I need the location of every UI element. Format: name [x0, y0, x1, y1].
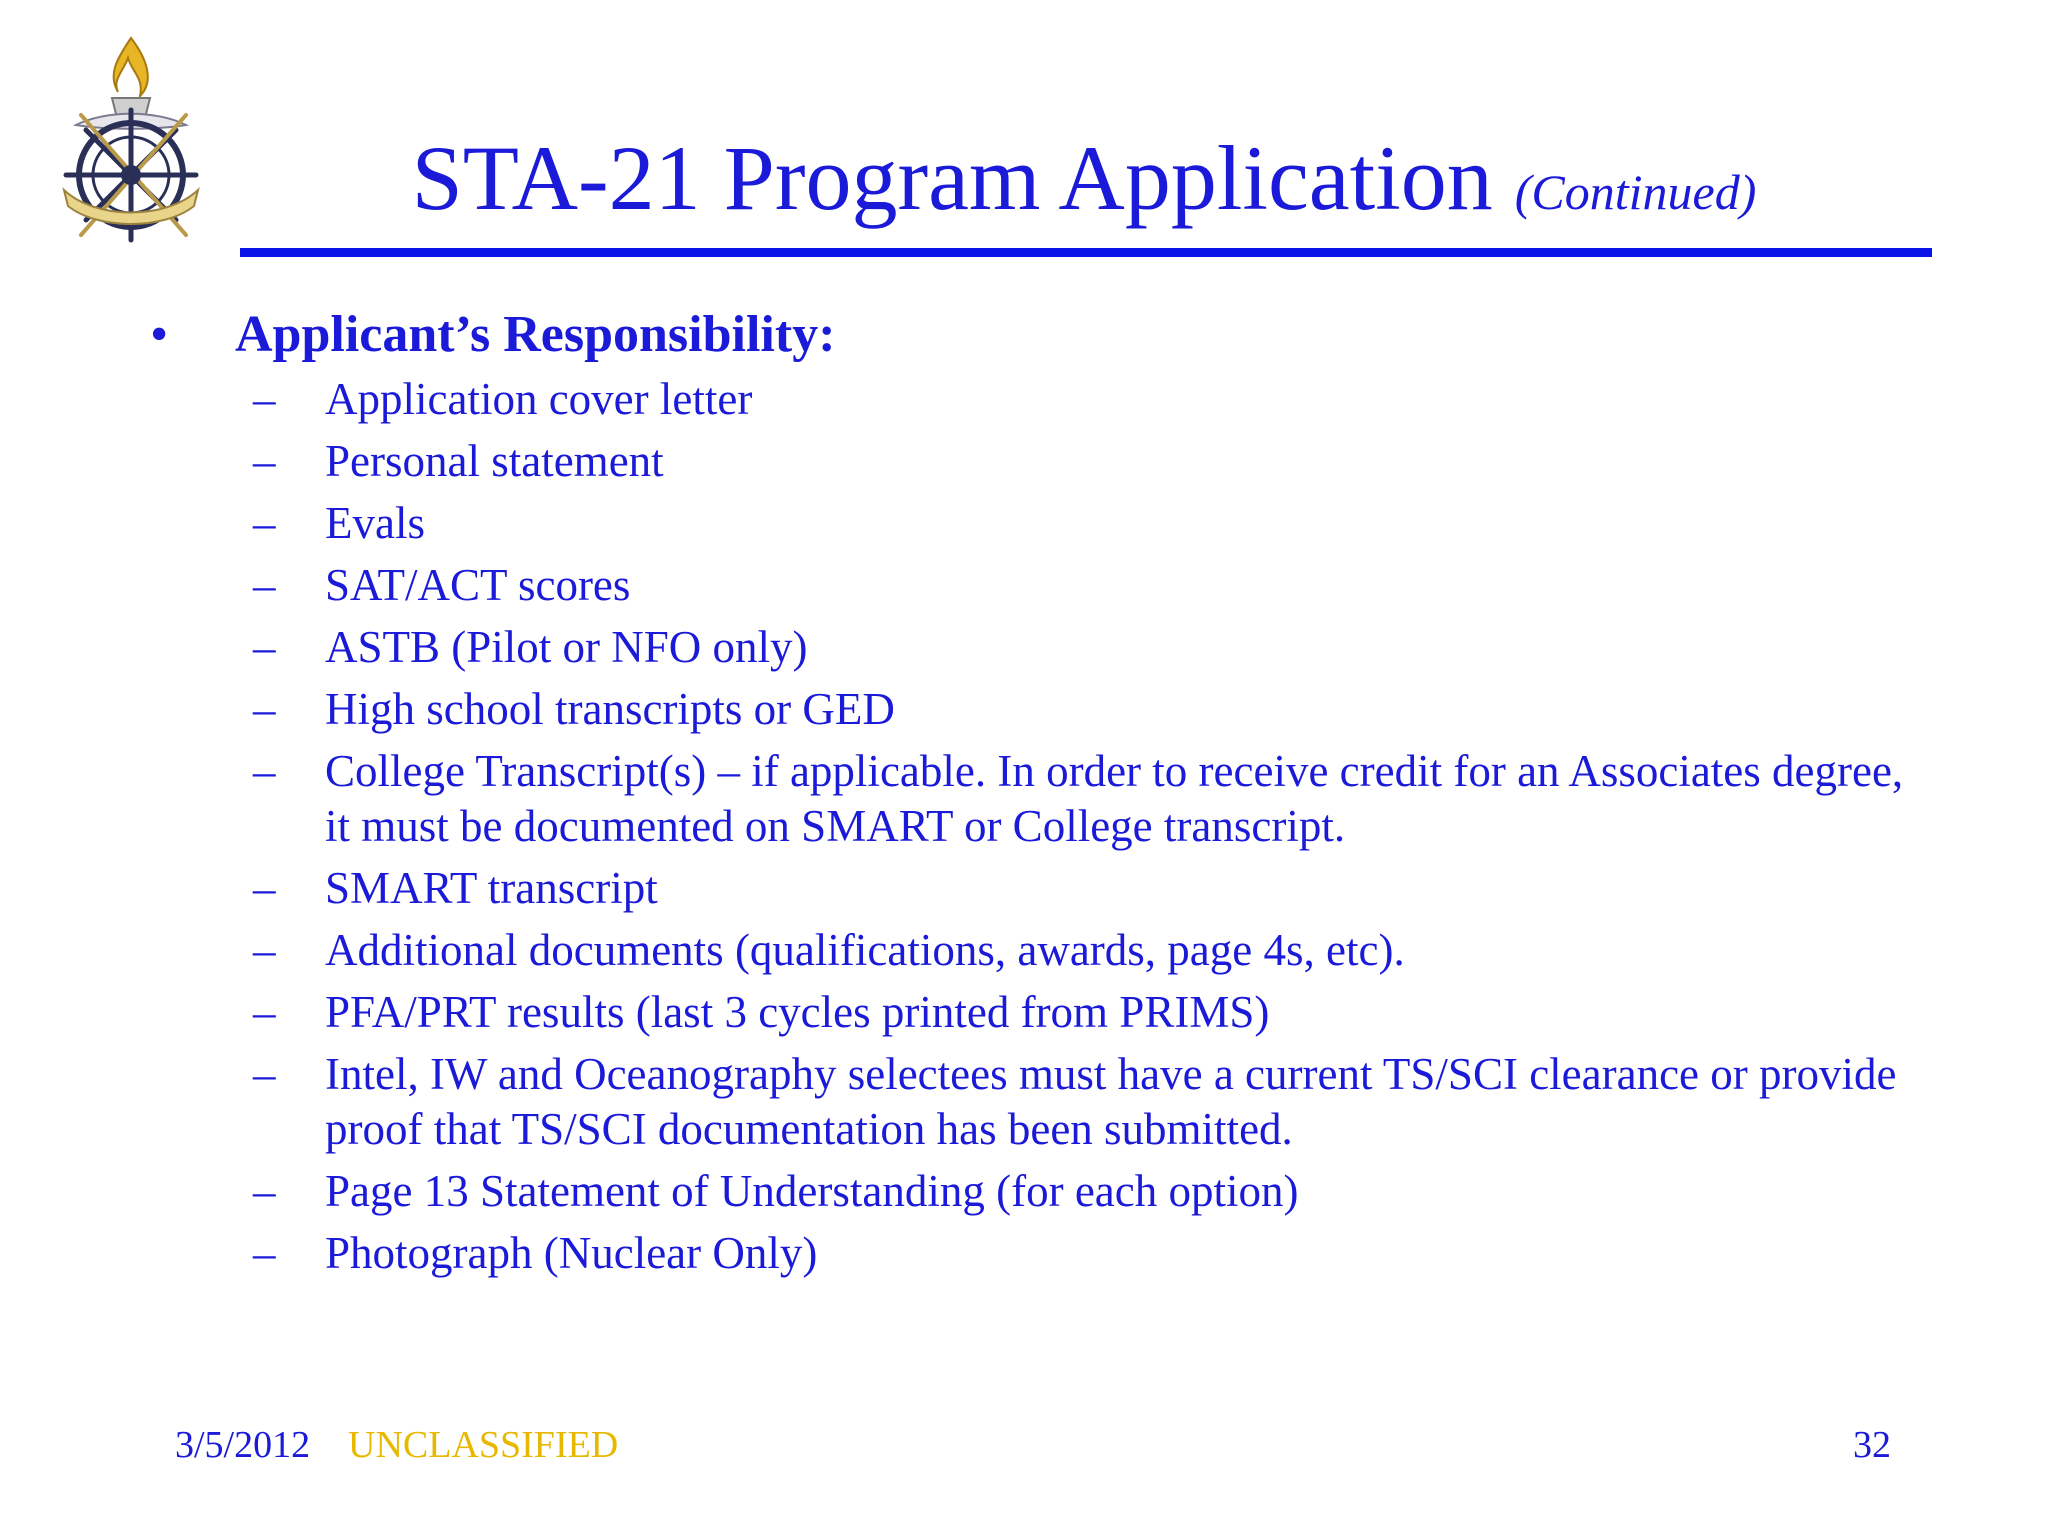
dash-icon: –	[253, 436, 276, 486]
list-item-text: ASTB (Pilot or NFO only)	[325, 622, 808, 672]
list-item	[150, 558, 1950, 613]
list-item-text: SAT/ACT scores	[325, 560, 631, 610]
dash-icon: –	[253, 863, 276, 913]
list-item	[150, 682, 1950, 737]
dash-icon: –	[253, 746, 276, 796]
page-number: 32	[1853, 1424, 1891, 1466]
list-item	[150, 1226, 1950, 1281]
list-item	[150, 985, 1950, 1040]
list-item-text: Photograph (Nuclear Only)	[325, 1228, 818, 1278]
list-item	[150, 496, 1950, 551]
list-item	[150, 861, 1950, 916]
list-item-text: PFA/PRT results (last 3 cycles printed from PRIMS)	[325, 987, 1270, 1037]
list-item-text: Additional documents (qualifications, awards, page 4s, etc).	[325, 925, 1405, 975]
footer-classification: UNCLASSIFIED	[348, 1424, 619, 1466]
list-item-text: Evals	[325, 498, 425, 548]
bullet-heading: Applicant’s Responsibility:	[235, 306, 836, 363]
list-item-text: High school transcripts or GED	[325, 684, 895, 734]
dash-icon: –	[253, 498, 276, 548]
list-item-text: Page 13 Statement of Understanding (for each option)	[325, 1166, 1299, 1216]
slide-content	[150, 300, 1950, 1288]
list-item	[150, 744, 1950, 854]
naval-crest-logo-icon	[36, 30, 226, 250]
bullet-icon: •	[150, 306, 169, 363]
main-bullet	[150, 300, 1950, 370]
list-item-text: Personal statement	[325, 436, 664, 486]
list-item-text: College Transcript(s) – if applicable. In order to receive credit for an Associates degree, it must be documented on SMART or College transcript.	[325, 746, 1904, 851]
dash-icon: –	[253, 622, 276, 672]
list-item-text: Application cover letter	[325, 374, 753, 424]
list-item-text: Intel, IW and Oceanography selectees must have a current TS/SCI clearance or provide proof that TS/SCI documentation has been submitted.	[325, 1049, 1897, 1154]
dash-icon: –	[253, 560, 276, 610]
title-main: STA-21 Program Application	[411, 127, 1493, 229]
dash-icon: –	[253, 684, 276, 734]
list-item	[150, 434, 1950, 489]
list-item	[150, 1047, 1950, 1157]
list-item	[150, 923, 1950, 978]
dash-icon: –	[253, 987, 276, 1037]
dash-icon: –	[253, 1228, 276, 1278]
responsibility-list	[150, 372, 1950, 1281]
slide-title	[240, 118, 1928, 238]
dash-icon: –	[253, 1049, 276, 1099]
list-item-text: SMART transcript	[325, 863, 658, 913]
list-item	[150, 372, 1950, 427]
dash-icon: –	[253, 374, 276, 424]
title-subtitle: (Continued)	[1514, 164, 1757, 220]
list-item	[150, 620, 1950, 675]
footer-date: 3/5/2012	[175, 1424, 311, 1466]
list-item	[150, 1164, 1950, 1219]
title-underline-rule	[240, 248, 1932, 257]
dash-icon: –	[253, 1166, 276, 1216]
dash-icon: –	[253, 925, 276, 975]
